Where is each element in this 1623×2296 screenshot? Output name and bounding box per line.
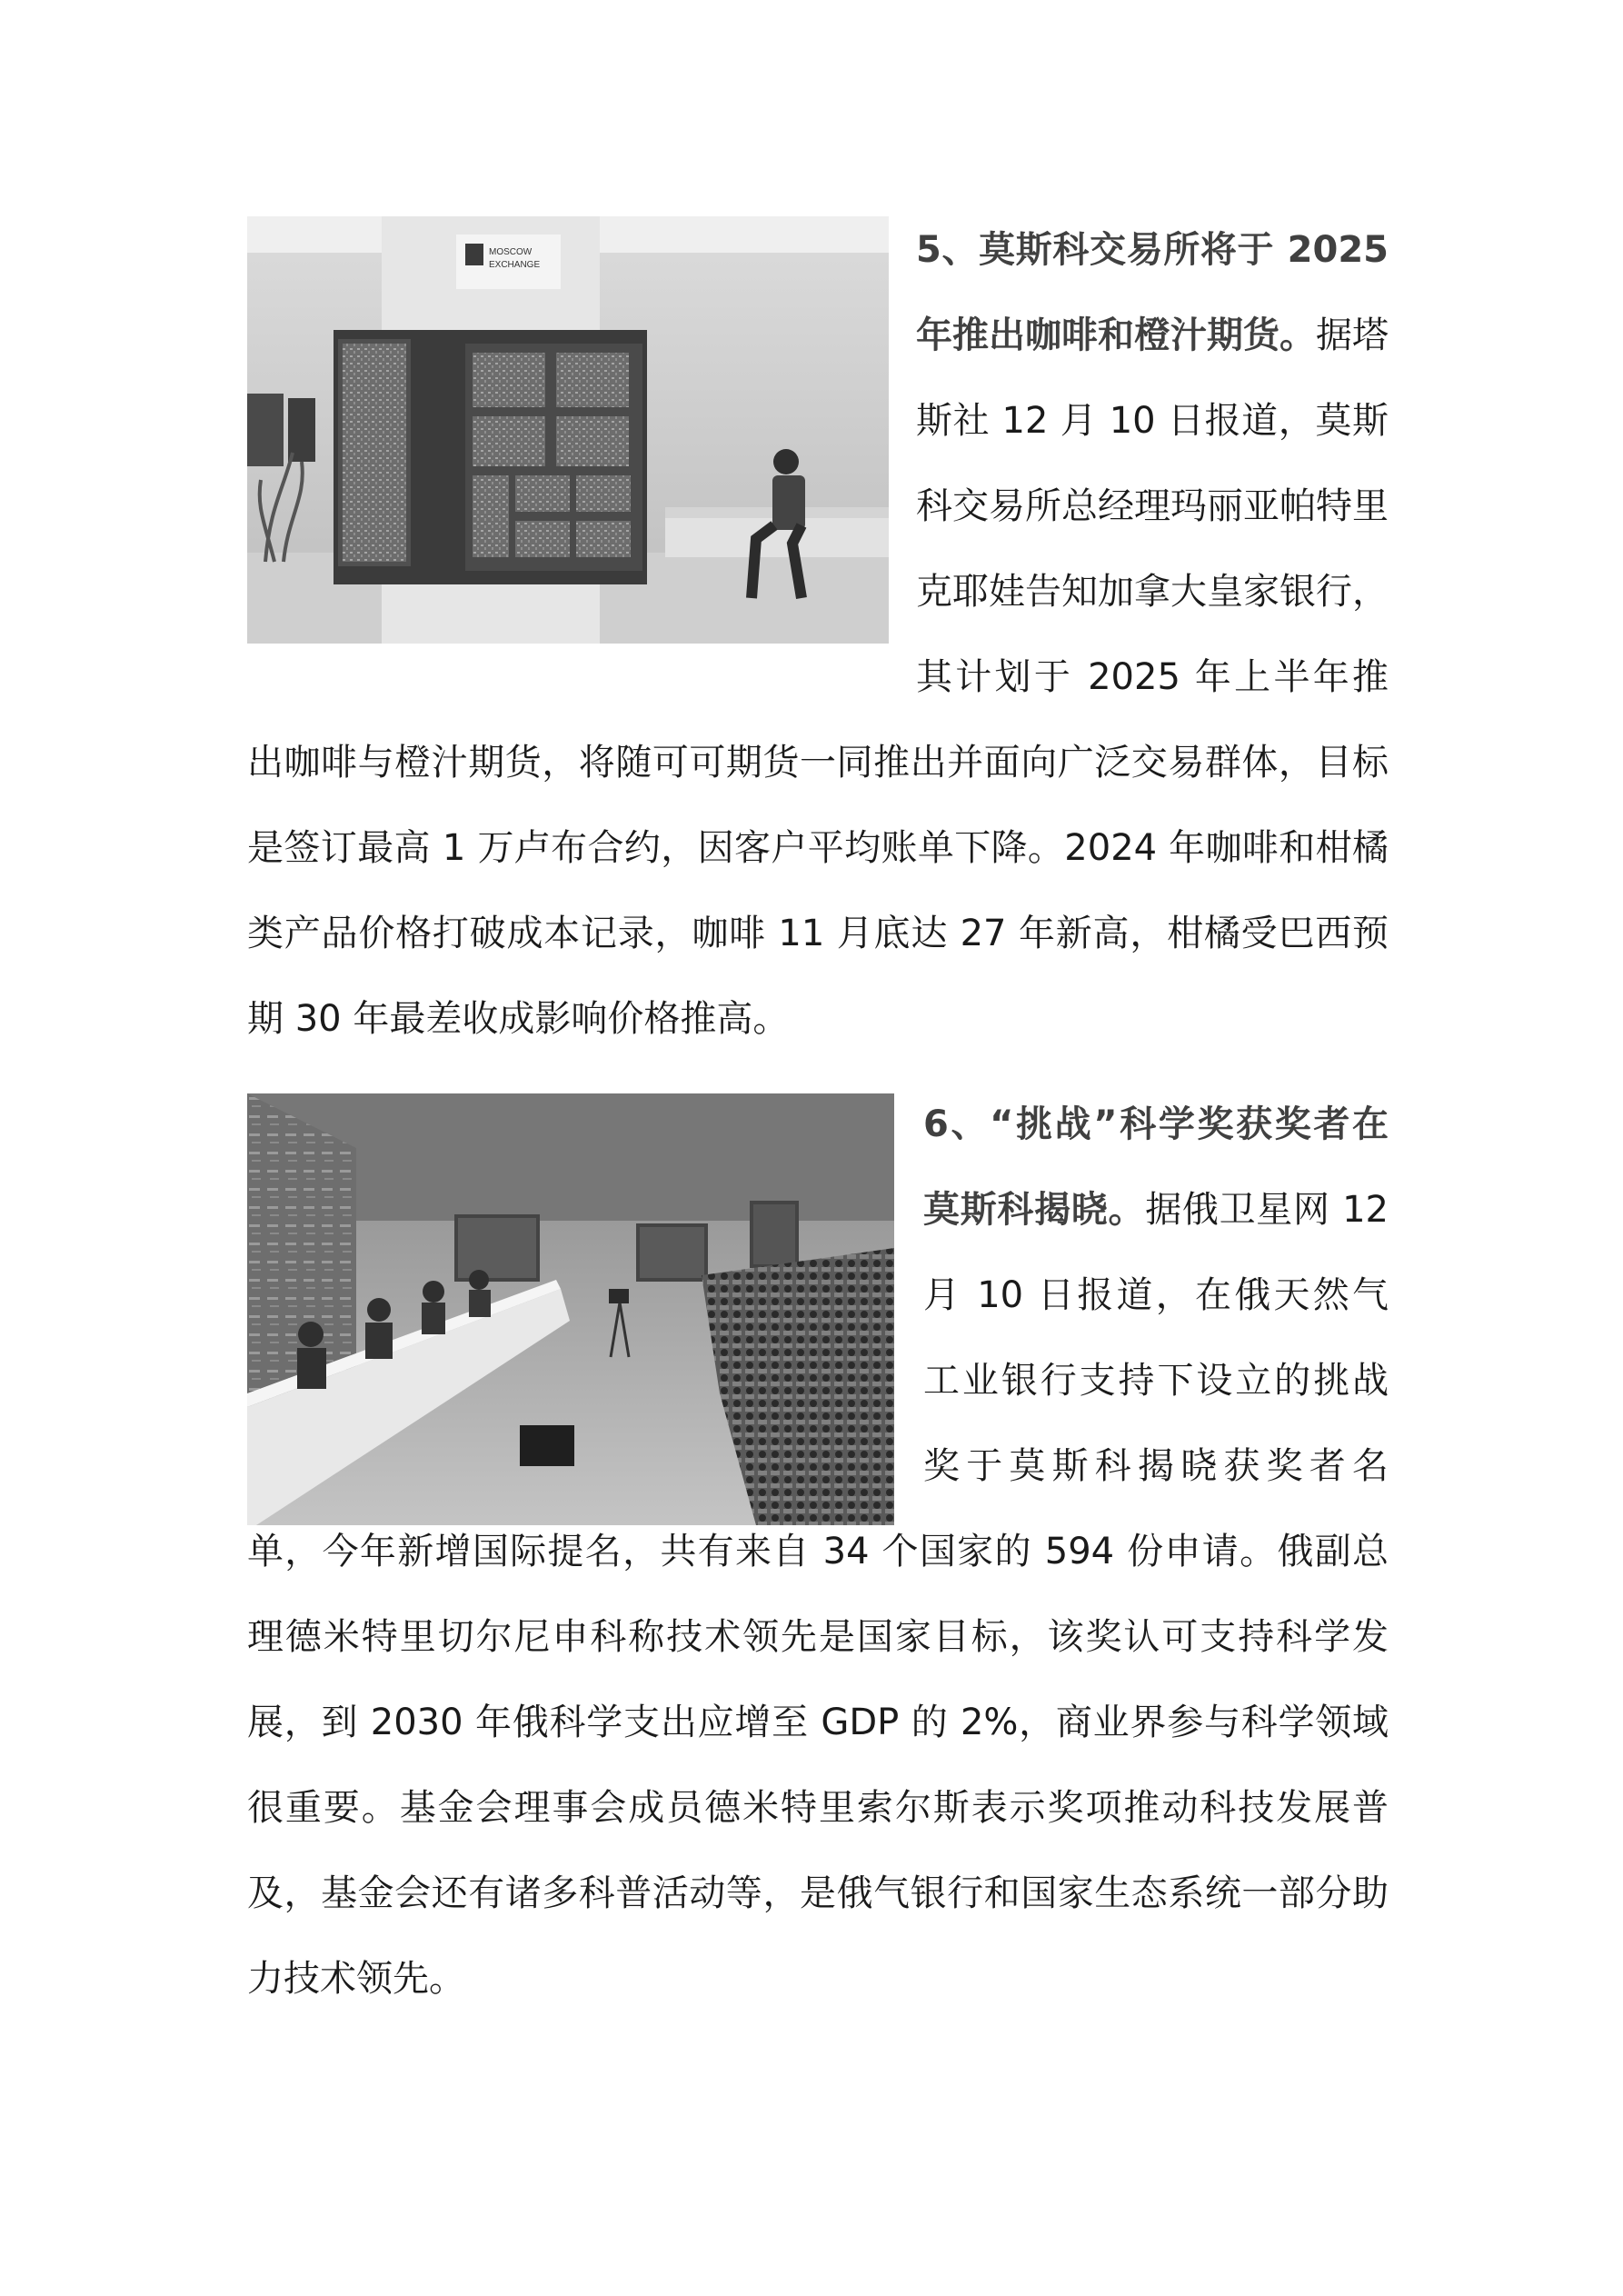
section-6 <box>247 1082 1389 2021</box>
section-5-headline: 5、莫斯科交易所将于 2025 年推出咖啡和橙汁期货。 <box>916 229 1389 356</box>
section-5 <box>247 207 1389 1062</box>
sign-line2: EXCHANGE <box>489 260 541 270</box>
section-5-body: 据塔斯社 12 月 10 日报道，莫斯科交易所总经理玛丽亚帕特里克耶娃告知加拿大皇家银行，其计划于 2025 年上半年推出咖啡与橙汁期货，将随可可期货一同推出并面向广泛交易群体，目标是签订最高 1 万卢布合约，因客户平均账单下降。2024 年咖啡和柑橘类产品价格打破成本记录，咖啡 11 月底达 27 年新高，柑橘受巴西预期 30 年最差收成影响价格推高。 <box>247 314 1389 1040</box>
photo-spacer <box>247 1082 923 1509</box>
photo-spacer <box>247 207 916 720</box>
section-6-body: 据俄卫星网 12 月 10 日报道，在俄天然气工业银行支持下设立的挑战奖于莫斯科揭晓获奖者名单，今年新增国际提名，共有来自 34 个国家的 594 份申请。俄副总理德米特里切尔尼申科称技术领先是国家目标，该奖认可支持科学发展，到 2030 年俄科学支出应增至 GDP 的 2%，商业界参与科学领域很重要。基金会理事会成员德米特里索尔斯表示奖项推动科技发展普及，基金会还有诸多科普活动等，是俄气银行和国家生态系统一部分助力技术领先。 <box>247 1189 1389 2000</box>
sign-line1: MOSCOW <box>489 247 533 257</box>
section-6-headline: 6、“挑战”科学奖获奖者在莫斯科揭晓。 <box>923 1103 1389 1231</box>
